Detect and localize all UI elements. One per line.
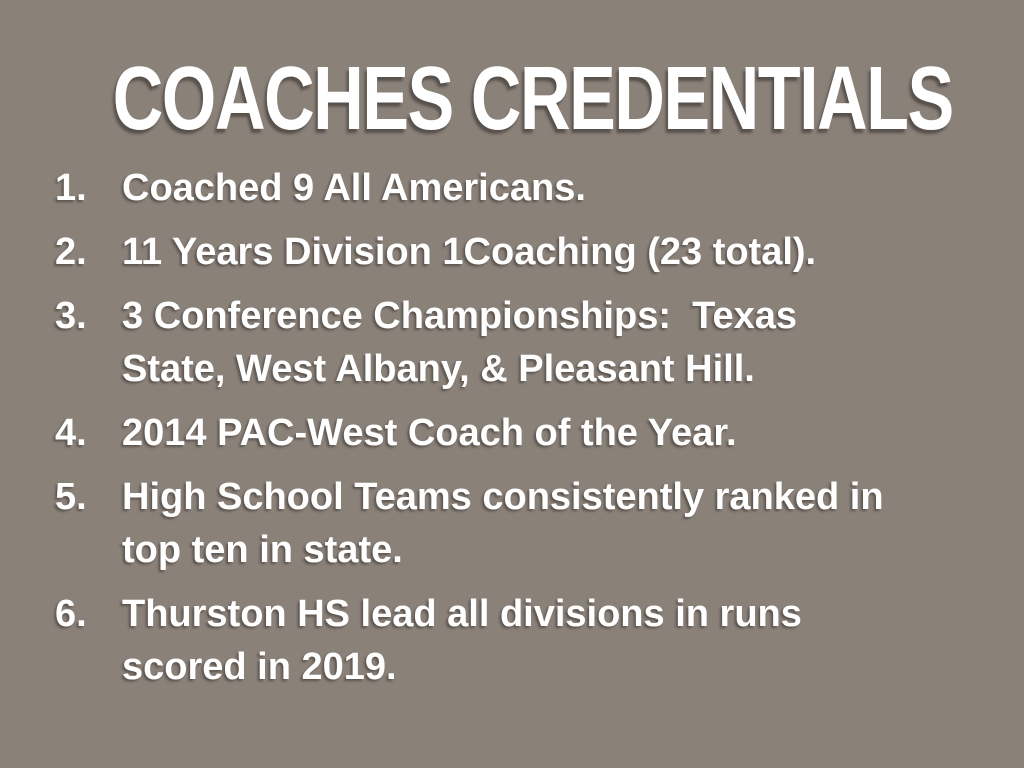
slide-title: COACHES CREDENTIALS: [112, 49, 953, 149]
list-item: [55, 162, 994, 215]
item-number: 3.: [55, 295, 87, 337]
item-text-line: top ten in state.: [122, 529, 403, 571]
item-text: [122, 407, 737, 460]
item-text-line: Coached 9 All Americans.: [122, 167, 586, 209]
item-text: [122, 162, 586, 215]
list-item: [55, 407, 994, 460]
item-number: 1.: [55, 167, 87, 209]
item-text: [122, 290, 797, 396]
item-number: 5.: [55, 476, 87, 518]
item-text-line: State, West Albany, & Pleasant Hill.: [122, 348, 755, 390]
list-item: [55, 471, 994, 577]
list-item: [55, 588, 994, 694]
item-text: [122, 226, 816, 279]
item-text-line: 11 Years Division 1Coaching (23 total).: [122, 231, 817, 273]
list-item: [55, 290, 994, 396]
item-text-line: 3 Conference Championships: Texas: [122, 295, 798, 337]
item-text-line: Thurston HS lead all divisions in runs: [122, 593, 802, 635]
list-item: [55, 226, 994, 279]
item-number: 4.: [55, 412, 87, 454]
item-text-line: scored in 2019.: [122, 646, 397, 688]
item-text: [122, 471, 884, 577]
item-number: 2.: [55, 231, 87, 273]
item-number: 6.: [55, 593, 87, 635]
item-text: [122, 588, 802, 694]
item-text-line: High School Teams consistently ranked in: [122, 476, 884, 518]
item-text-line: 2014 PAC-West Coach of the Year.: [122, 412, 737, 454]
credentials-list: [55, 162, 994, 705]
